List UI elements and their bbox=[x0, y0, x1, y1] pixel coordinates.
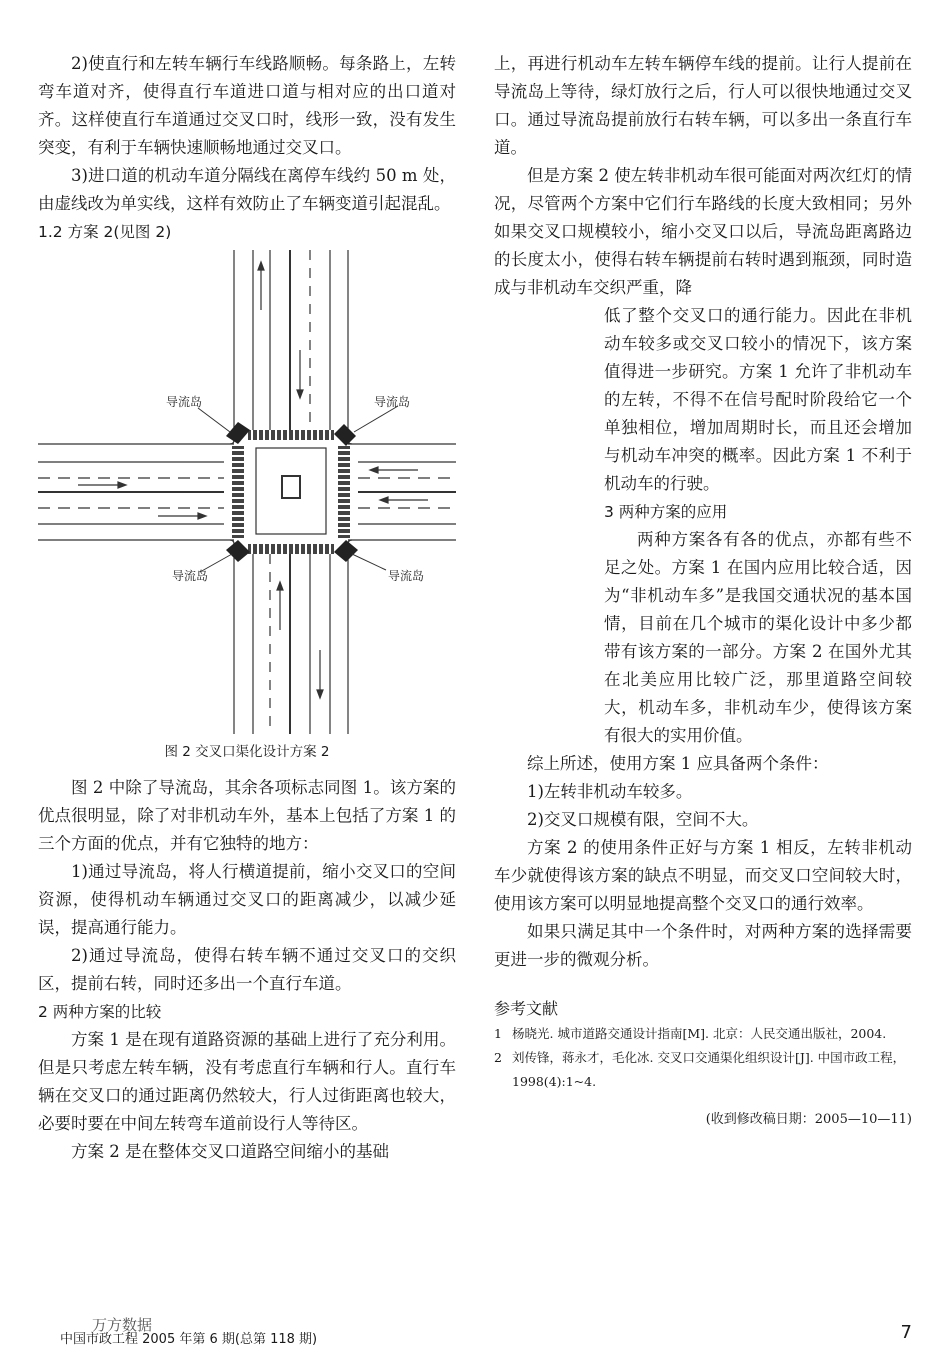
paragraph: 两种方案各有各的优点，亦都有些不足之处。方案 1 在国内应用比较合适，因为“非机动车多”是我国交通状况的基本国情，目前在几个城市的渠化设计中多少都带有该方案的一部分。方案 2 在国外尤其在北美应用比较广泛，那里道路空间较大，机动车多，非机动车少，使得该方案有很大的实用价值。 bbox=[604, 530, 912, 745]
paragraph: 如果只满足其中一个条件时，对两种方案的选择需要更进一步的微观分析。 bbox=[494, 922, 912, 969]
paragraph: 但是方案 2 使左转非机动车很可能面对两次红灯的情况，尽管两个方案中它们行车路线的长度大致相同；另外如果交叉口规模较小，缩小交叉口以后，导流岛距离路边的长度太小，使得右转车辆提前右转时遇到瓶颈，同时造成与非机动车交织严重，降 bbox=[494, 166, 912, 297]
right-column bbox=[494, 50, 912, 1127]
received-date: (收到修改稿日期：2005—10—11) bbox=[705, 1112, 912, 1127]
figure-caption: 图 2 交叉口渠化设计方案 2 bbox=[164, 744, 330, 760]
figure-2 bbox=[38, 250, 456, 760]
paragraph: 2)使直行和左转车辆行车线路顺畅。每条路上，左转弯车道对齐，使得直行车道进口道与相对应的出口道对齐。这样使直行车道通过交叉口时，线形一致，没有发生突变，有利于车辆快速顺畅地通过交叉口。 bbox=[38, 54, 456, 157]
references-title: 参考文献 bbox=[494, 999, 559, 1018]
reference-item bbox=[494, 1046, 912, 1094]
paragraph: 图 2 中除了导流岛，其余各项标志同图 1。该方案的优点很明显，除了对非机动车外，基本上包括了方案 1 的三个方面的优点，并有它独特的地方： bbox=[38, 778, 456, 853]
section-heading: 2 两种方案的比较 bbox=[38, 1003, 162, 1021]
reference-item bbox=[494, 1022, 912, 1046]
paragraph: 方案 2 的使用条件正好与方案 1 相反，左转非机动车少就使得该方案的缺点不明显，而交叉口空间较大时，使用该方案可以明显地提高整个交叉口的通行效率。 bbox=[494, 838, 912, 913]
island-label-br: 导流岛 bbox=[388, 569, 425, 583]
wrapped-text-block bbox=[604, 302, 912, 750]
watermark-text: 万方数据 bbox=[92, 1316, 153, 1334]
section-heading: 1.2 方案 2(见图 2) bbox=[38, 223, 172, 241]
island-label-tr: 导流岛 bbox=[374, 395, 411, 409]
reference-number: 2 bbox=[494, 1050, 502, 1065]
reference-text: 杨晓光. 城市道路交通设计指南[M]. 北京：人民交通出版社，2004. bbox=[512, 1026, 887, 1041]
journal-info: 中国市政工程 2005 年第 6 期(总第 118 期) bbox=[60, 1332, 318, 1347]
island-label-bl: 导流岛 bbox=[172, 569, 209, 583]
reference-number: 1 bbox=[494, 1026, 502, 1041]
paragraph: 1)左转非机动车较多。 bbox=[527, 782, 693, 801]
intersection-diagram bbox=[38, 250, 456, 734]
left-column bbox=[38, 50, 456, 1166]
paragraph: 3)进口道的机动车道分隔线在离停车线约 50 m 处，由虚线改为单实线，这样有效防止了车辆变道引起混乱。 bbox=[38, 166, 456, 213]
reference-text: 刘传锋，蒋永才，毛化冰. 交叉口交通渠化组织设计[J]. 中国市政工程，1998(4):1~4. bbox=[512, 1050, 906, 1089]
paragraph: 方案 1 是在现有道路资源的基础上进行了充分利用。但是只考虑左转车辆，没有考虑直行车辆和行人。直行车辆在交叉口的通过距离仍然较大，行人过街距离也较大，必要时要在中间左转弯车道前设行人等待区。 bbox=[38, 1030, 456, 1133]
paragraph: 上，再进行机动车左转车辆停车线的提前。让行人提前在导流岛上等待，绿灯放行之后，行人可以很快地通过交叉口。通过导流岛提前放行右转车辆，可以多出一条直行车道。 bbox=[494, 54, 912, 157]
paragraph: 方案 2 是在整体交叉口道路空间缩小的基础 bbox=[71, 1142, 389, 1161]
page-number: 7 bbox=[900, 1322, 912, 1343]
paragraph: 2)通过导流岛，使得右转车辆不通过交叉口的交织区，提前右转，同时还多出一个直行车道。 bbox=[38, 946, 456, 993]
paragraph: 2)交叉口规模有限，空间不大。 bbox=[527, 810, 759, 829]
paragraph: 低了整个交叉口的通行能力。因此在非机动车较多或交叉口较小的情况下，该方案值得进一步研究。方案 1 允许了非机动车的左转，不得不在信号配时阶段给它一个单独相位，增加周期时长，而且还会增加与机动车冲突的概率。因此方案 1 不利于机动车的行驶。 bbox=[604, 306, 912, 493]
section-heading: 3 两种方案的应用 bbox=[604, 503, 728, 521]
paragraph: 综上所述，使用方案 1 应具备两个条件： bbox=[527, 754, 829, 773]
island-label-tl: 导流岛 bbox=[166, 395, 203, 409]
paragraph: 1)通过导流岛，将人行横道提前，缩小交叉口的空间资源，使得机动车辆通过交叉口的距离减少，以减少延误，提高通行能力。 bbox=[38, 862, 456, 937]
